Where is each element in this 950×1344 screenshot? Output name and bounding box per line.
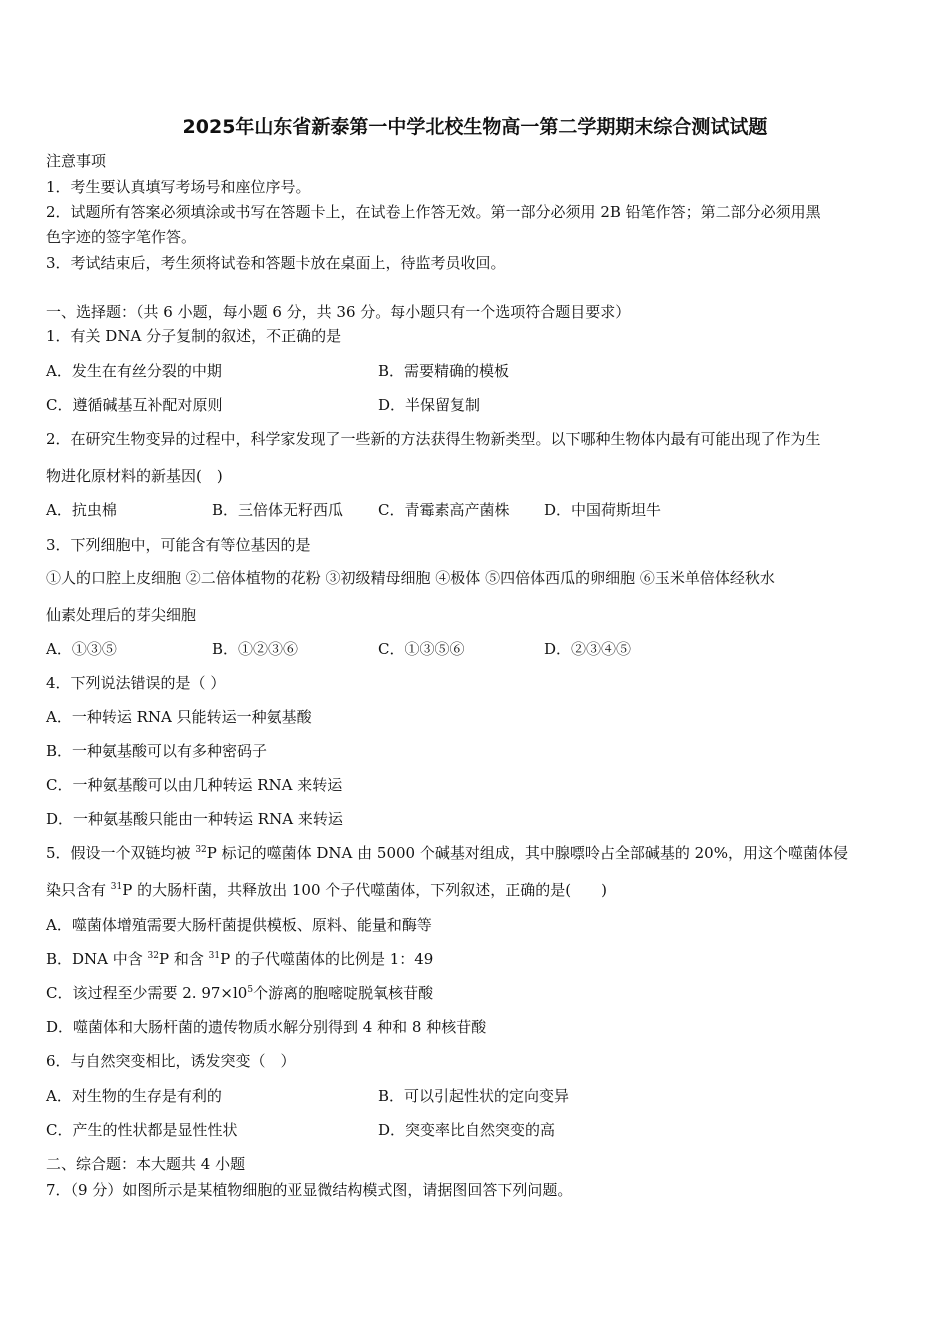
q1-stem: 1．有关 DNA 分子复制的叙述，不正确的是 (46, 327, 342, 345)
q3-option-d: D．②③④⑤ (544, 640, 632, 658)
q4-option-b: B．一种氨基酸可以有多种密码子 (46, 742, 268, 760)
q3-option-b: B．①②③⑥ (212, 640, 299, 658)
q3-option-a: A．①③⑤ (46, 640, 117, 658)
q5-stem-line1: 5．假设一个双链均被 $^{32}$P 标记的噬菌体 DNA 由 5000 个碱基对组成，其中腺嘌呤占全部碱基的 20%，用这个噬菌体侵 (46, 844, 848, 862)
notice-item-2-cont: 色字迹的签字笔作答。 (46, 228, 197, 246)
notice-item-3: 3．考试结束后，考生须将试卷和答题卡放在桌面上，待监考员收回。 (46, 254, 506, 272)
q3-items-line1: ①人的口腔上皮细胞 ②二倍体植物的花粉 ③初级精母细胞 ④极体 ⑤四倍体西瓜的卵细胞 ⑥玉米单倍体经秋水 (46, 569, 775, 587)
notice-heading: 注意事项 (46, 152, 107, 170)
q3-items-line2: 仙素处理后的芽尖细胞 (46, 606, 197, 624)
q2-option-d: D．中国荷斯坦牛 (544, 501, 662, 519)
q2-option-c: C．青霉素高产菌株 (378, 501, 510, 519)
q1-option-b: B．需要精确的模板 (378, 362, 510, 380)
q1-option-a: A．发生在有丝分裂的中期 (46, 362, 222, 380)
q2-option-a: A．抗虫棉 (46, 501, 117, 519)
q5-option-b: B．DNA 中含 $^{32}$P 和含 $^{31}$P 的子代噬菌体的比例是 1：49 (46, 950, 434, 968)
q6-option-b: B．可以引起性状的定向变异 (378, 1087, 570, 1105)
notice-item-1: 1．考生要认真填写考场号和座位序号。 (46, 178, 311, 196)
section-2-heading: 二、综合题：本大题共 4 小题 (46, 1155, 246, 1173)
exam-title: 2025年山东省新泰第一中学北校生物高一第二学期期末综合测试试题 (182, 116, 768, 138)
q1-option-d: D．半保留复制 (378, 396, 481, 414)
q6-stem: 6．与自然突变相比，诱发突变（ ） (46, 1052, 296, 1070)
q4-option-a: A．一种转运 RNA 只能转运一种氨基酸 (46, 708, 312, 726)
q3-stem: 3．下列细胞中，可能含有等位基因的是 (46, 536, 311, 554)
q4-option-d: D．一种氨基酸只能由一种转运 RNA 来转运 (46, 810, 343, 828)
q5-option-a: A．噬菌体增殖需要大肠杆菌提供模板、原料、能量和酶等 (46, 916, 432, 934)
notice-item-2: 2．试题所有答案必须填涂或书写在答题卡上，在试卷上作答无效。第一部分必须用 2B 铅笔作答；第二部分必须用黑 (46, 203, 821, 221)
q5-option-c: C．该过程至少需要 2. $97\times l0^5$个游离的胞嘧啶脱氧核苷酸 (46, 984, 434, 1002)
q4-option-c: C．一种氨基酸可以由几种转运 RNA 来转运 (46, 776, 343, 794)
q2-stem-line2: 物进化原材料的新基因( ) (46, 467, 223, 485)
q5-option-d: D．噬菌体和大肠杆菌的遗传物质水解分别得到 4 种和 8 种核苷酸 (46, 1018, 487, 1036)
q6-option-c: C．产生的性状都是显性性状 (46, 1121, 238, 1139)
q7-stem: 7．（9 分）如图所示是某植物细胞的亚显微结构模式图，请据图回答下列问题。 (46, 1181, 573, 1199)
q2-option-b: B．三倍体无籽西瓜 (212, 501, 344, 519)
q1-option-c: C．遵循碱基互补配对原则 (46, 396, 223, 414)
q2-stem-line1: 2．在研究生物变异的过程中，科学家发现了一些新的方法获得生物新类型。以下哪种生物体内最有可能出现了作为生 (46, 430, 821, 448)
section-1-heading: 一、选择题：（共 6 小题，每小题 6 分，共 36 分。每小题只有一个选项符合题目要求） (46, 303, 631, 321)
q6-option-a: A．对生物的生存是有利的 (46, 1087, 222, 1105)
q4-stem: 4．下列说法错误的是（ ） (46, 674, 226, 692)
q3-option-c: C．①③⑤⑥ (378, 640, 465, 658)
q6-option-d: D．突变率比自然突变的高 (378, 1121, 556, 1139)
q5-stem-line2: 染只含有 $^{31}$P 的大肠杆菌，共释放出 100 个子代噬菌体，下列叙述，正确的是( ) (46, 881, 607, 899)
